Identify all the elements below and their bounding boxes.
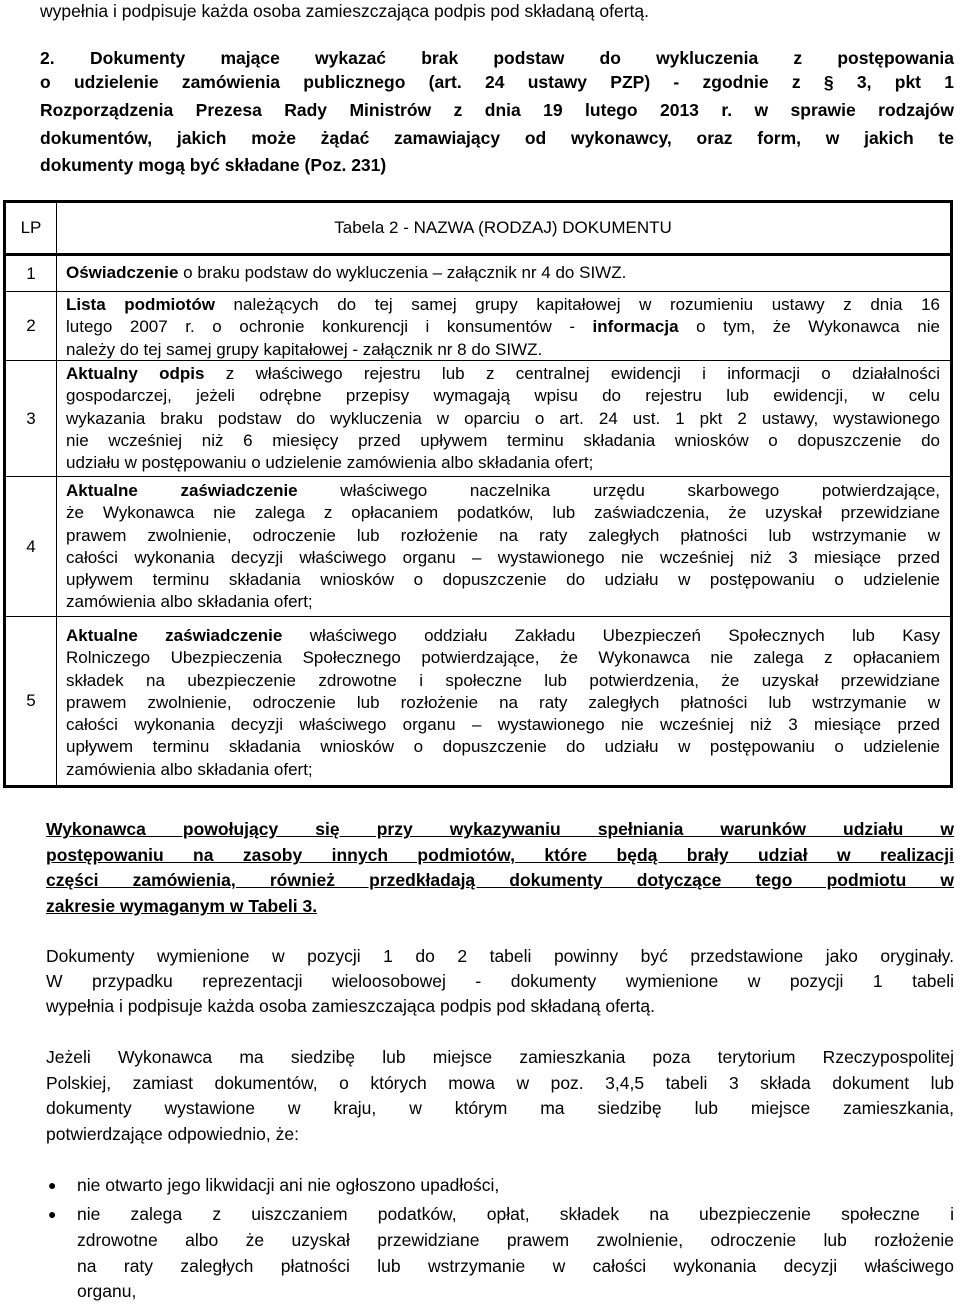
row-text-line: właściwego naczelnika urzędu skarbowego potwierdzające,: [297, 481, 941, 500]
row-text: [66, 625, 940, 781]
table-row: [6, 291, 950, 360]
row-bold-label: Aktualny odpis: [66, 364, 205, 383]
bullet-2-line-4: organu,: [77, 1281, 137, 1301]
top-line: wypełnia i podpisuje każda osoba zamieszczająca podpis pod składaną ofertą.: [40, 1, 649, 21]
row-text-line: gospodarczej, jeżeli odrębne przepisy wymagają wpisu do rejestru lub ewidencji, w celu: [66, 386, 940, 406]
table-row: [6, 256, 950, 291]
bullet-2-line-1: nie zalega z uiszczaniem podatków, opłat, składek na ubezpieczenie społeczne i: [77, 1204, 954, 1224]
foreign-para-line-4: potwierdzające odpowiednio, że:: [46, 1124, 299, 1144]
foreign-para-line-1: Jeżeli Wykonawca ma siedzibę lub miejsce zamieszkania poza terytorium Rzeczypospolitej: [46, 1047, 954, 1067]
header-lp: LP: [6, 203, 57, 253]
row-lp: 2: [6, 292, 57, 360]
foreign-para-line-3: dokumenty wystawione w kraju, w którym ma siedzibę lub miejsce zamieszkania,: [46, 1098, 954, 1118]
row-bold-label: Aktualne zaświadczenie: [66, 626, 283, 645]
documents-table: [3, 200, 953, 788]
row-text-line: Rolniczego Ubezpieczenia Społecznego potwierdzające, że Wykonawca nie zalega z opłacaniem: [66, 648, 940, 668]
row-text: [66, 480, 940, 614]
foreign-para-line-2: Polskiej, zamiast dokumentów, o których mowa w poz. 3,4,5 tabeli 3 składa dokument lub: [46, 1073, 954, 1093]
row-lp: 3: [6, 361, 57, 476]
table-row: [6, 476, 950, 616]
row-bold-label: Lista podmiotów: [66, 295, 215, 314]
underlined-para-line-1: Wykonawca powołujący się przy wykazywaniu spełniania warunków udziału w: [46, 819, 954, 839]
row-bold-label: Aktualne zaświadczenie: [66, 481, 298, 500]
row-text-line: właściwego oddziału Zakładu Ubezpieczeń Społecznych lub Kasy: [282, 626, 940, 645]
row-text-line: udziału w postępowaniu o udzielenie zamówienia albo składania ofert;: [66, 453, 594, 473]
row-text-line: zamówienia albo składania ofert;: [66, 592, 313, 612]
bullet-2-line-3: na raty zaległych płatności lub wstrzymanie w całości wykonania decyzji właściwego: [77, 1256, 954, 1276]
row-text-line: prawem zwolnienie, odroczenie lub rozłożenie na raty zaległych płatności lub wstrzymanie w: [66, 692, 940, 712]
row-lp: 1: [6, 256, 57, 291]
originals-para-line-3: wypełnia i podpisuje każda osoba zamieszczająca podpis pod składaną ofertą.: [46, 996, 655, 1016]
row-text-line: z właściwego rejestru lub z centralnej ewidencji i informacji o działalności: [204, 364, 940, 383]
bullet-icon: ●: [48, 1206, 57, 1222]
section-heading-line-3: Rozporządzenia Prezesa Rady Ministrów z dnia 19 lutego 2013 r. w sprawie rodzajów: [40, 100, 954, 120]
row-text: [66, 294, 940, 361]
table-header-row: [6, 203, 950, 253]
bullet-1-line-1: nie otwarto jego likwidacji ani nie ogłoszono upadłości,: [77, 1175, 500, 1195]
row-text-line: zamówienia albo składania ofert;: [66, 759, 313, 779]
row-text-line: o tym, że Wykonawca nie: [678, 317, 940, 337]
underlined-para-line-4: zakresie wymaganym w Tabeli 3.: [46, 896, 318, 916]
section-number: 2.: [40, 48, 55, 68]
row-text-line: składek na ubezpieczenie zdrowotne i społeczne lub potwierdzenia, że uzyskał przewidziane: [66, 670, 940, 690]
row-text-line: o braku podstaw do wykluczenia – załącznik nr 4 do SIWZ.: [178, 263, 627, 282]
row-bold-label: Oświadczenie: [66, 263, 179, 282]
row-text-line: upływem terminu składania wniosków o dopuszczenie do udziału w postępowaniu o udzielenie: [66, 737, 940, 757]
row-text: [66, 262, 940, 284]
section-heading-line-1: Dokumenty mające wykazać brak podstaw do wykluczenia z postępowania: [90, 48, 954, 68]
underlined-para-line-3: części zamówienia, również przedkładają dokumenty dotyczące tego podmiotu w: [46, 870, 954, 890]
row-text-line: lutego 2007 r. o ochronie konkurencji i konsumentów -: [66, 317, 593, 337]
originals-para-line-1: Dokumenty wymienione w pozycji 1 do 2 tabeli powinny być przedstawione jako oryginały.: [46, 946, 954, 966]
row-lp: 5: [6, 617, 57, 785]
row-inline-bold: informacja: [592, 317, 679, 337]
table-row: [6, 616, 950, 785]
row-text-line: upływem terminu składania wniosków o dopuszczenie do udziału w postępowaniu o udzielenie: [66, 570, 940, 590]
underlined-para-line-2: postępowaniu na zasoby innych podmiotów, które będą brały udział w realizacji: [46, 845, 954, 865]
row-text-line: nie wcześniej niż 6 miesięcy przed upływem terminu składania wniosków o dopuszczenie do: [66, 430, 940, 450]
row-text-line: że Wykonawca nie zalega z opłacaniem podatków, lub zaświadczenia, że uzyskał przewidziane: [66, 503, 940, 523]
originals-para-line-2: W przypadku reprezentacji wieloosobowej - dokumenty wymienione w pozycji 1 tabeli: [46, 971, 954, 991]
row-text-line: należących do tej samej grupy kapitałowej w rozumieniu ustawy z dnia 16: [214, 295, 941, 314]
row-lp: 4: [6, 477, 57, 616]
row-text-line: całości wykonania decyzji właściwego organu – wystawionego nie wcześniej niż 3 miesiące przed: [66, 547, 940, 567]
section-heading-line-5: dokumenty mogą być składane (Poz. 231): [40, 155, 387, 175]
row-text-line: należy do tej samej grupy kapitałowej - załącznik nr 8 do SIWZ.: [66, 339, 543, 359]
section-heading-line-4: dokumentów, jakich może żądać zamawiający od wykonawcy, oraz form, w jakich te: [40, 128, 954, 148]
row-text: [66, 363, 940, 474]
section-heading-line-2: o udzielenie zamówienia publicznego (art. 24 ustawy PZP) - zgodnie z § 3, pkt 1: [40, 72, 954, 92]
row-text-line: prawem zwolnienie, odroczenie lub rozłożenie na raty zaległych płatności lub wstrzymanie w: [66, 525, 940, 545]
row-text-line: wykazania braku podstaw do wykluczenia w oparciu o art. 24 ust. 1 pkt 2 ustawy, wystawionego: [66, 408, 940, 428]
bullet-2-line-2: zdrowotne albo że uzyskał przewidziane prawem zwolnienie, odroczenie lub rozłożenie: [77, 1230, 954, 1250]
table-row: [6, 360, 950, 476]
header-title: Tabela 2 - NAZWA (RODZAJ) DOKUMENTU: [334, 218, 672, 237]
row-text-line: całości wykonania decyzji właściwego organu – wystawionego nie wcześniej niż 3 miesiące przed: [66, 715, 940, 735]
bullet-icon: ●: [48, 1177, 57, 1193]
